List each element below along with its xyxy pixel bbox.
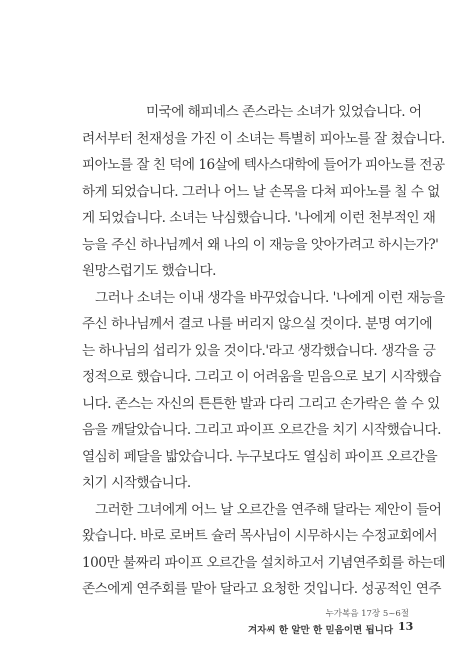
paragraph-2-line-4: 정적으로 했습니다. 그리고 이 어려움을 믿음으로 보기 시작했습 (82, 369, 441, 385)
paragraph-1-line-3: 피아노를 잘 친 덕에 16살에 텍사스대학에 들어가 피아노를 전공 (82, 157, 445, 173)
paragraph-2-line-8: 치기 시작했습니다. (82, 475, 191, 491)
paragraph-3-line-3: 100만 불짜리 파이프 오르간을 설치하고서 기념연주회를 하는데 (82, 555, 446, 571)
paragraph-1-line-6: 능을 주신 하나님께서 왜 나의 이 재능을 앗아가려고 하시는가?' (82, 237, 439, 253)
paragraph-2-line-1: 그러나 소녀는 이내 생각을 바꾸었습니다. '나에게 이런 재능을 (95, 290, 445, 306)
paragraph-2-line-2: 주신 하나님께서 결코 나를 버리지 않으실 것이다. 분명 여기에 (82, 316, 433, 332)
paragraph-2-line-7: 열심히 페달을 밟았습니다. 누구보다도 열심히 파이프 오르간을 (82, 449, 438, 465)
paragraph-3-line-4: 존스에게 연주회를 맡아 달라고 요청한 것입니다. 성공적인 연주 (82, 581, 441, 597)
paragraph-2-line-6: 음을 깨달았습니다. 그리고 파이프 오르간을 치기 시작했습니다. (82, 422, 441, 438)
paragraph-2-line-3: 는 하나님의 섭리가 있을 것이다.'라고 생각했습니다. 생각을 긍 (82, 343, 436, 359)
paragraph-2-line-5: 니다. 존스는 자신의 튼튼한 발과 다리 그리고 손가락은 쓸 수 있 (82, 396, 440, 412)
paragraph-1-line-7: 원망스럽기도 했습니다. (82, 263, 216, 279)
paragraph-1-line-2: 려서부터 천재성을 가진 이 소녀는 특별히 피아노를 잘 쳤습니다. (82, 131, 445, 147)
paragraph-3-line-2: 왔습니다. 바로 로버트 슐러 목사님이 시무하시는 수정교회에서 (82, 528, 438, 544)
paragraph-1-line-4: 하게 되었습니다. 그러나 어느 날 손목을 다쳐 피아노를 칠 수 없 (82, 184, 440, 200)
paragraph-3-line-1: 그러한 그녀에게 어느 날 오르간을 연주해 달라는 제안이 들어 (95, 502, 442, 518)
paragraph-1-line-1: 미국에 해피네스 존스라는 소녀가 있었습니다. 어 (146, 104, 422, 120)
page-number: 13 (398, 620, 414, 633)
footer-chapter-title: 겨자씨 한 알만 한 믿음이면 됩니다 (248, 625, 394, 636)
paragraph-1-line-5: 게 되었습니다. 소녀는 낙심했습니다. '나에게 이런 천부적인 재 (82, 210, 436, 226)
footer-scripture-reference: 누가복음 17장 5~6절 (325, 609, 409, 619)
